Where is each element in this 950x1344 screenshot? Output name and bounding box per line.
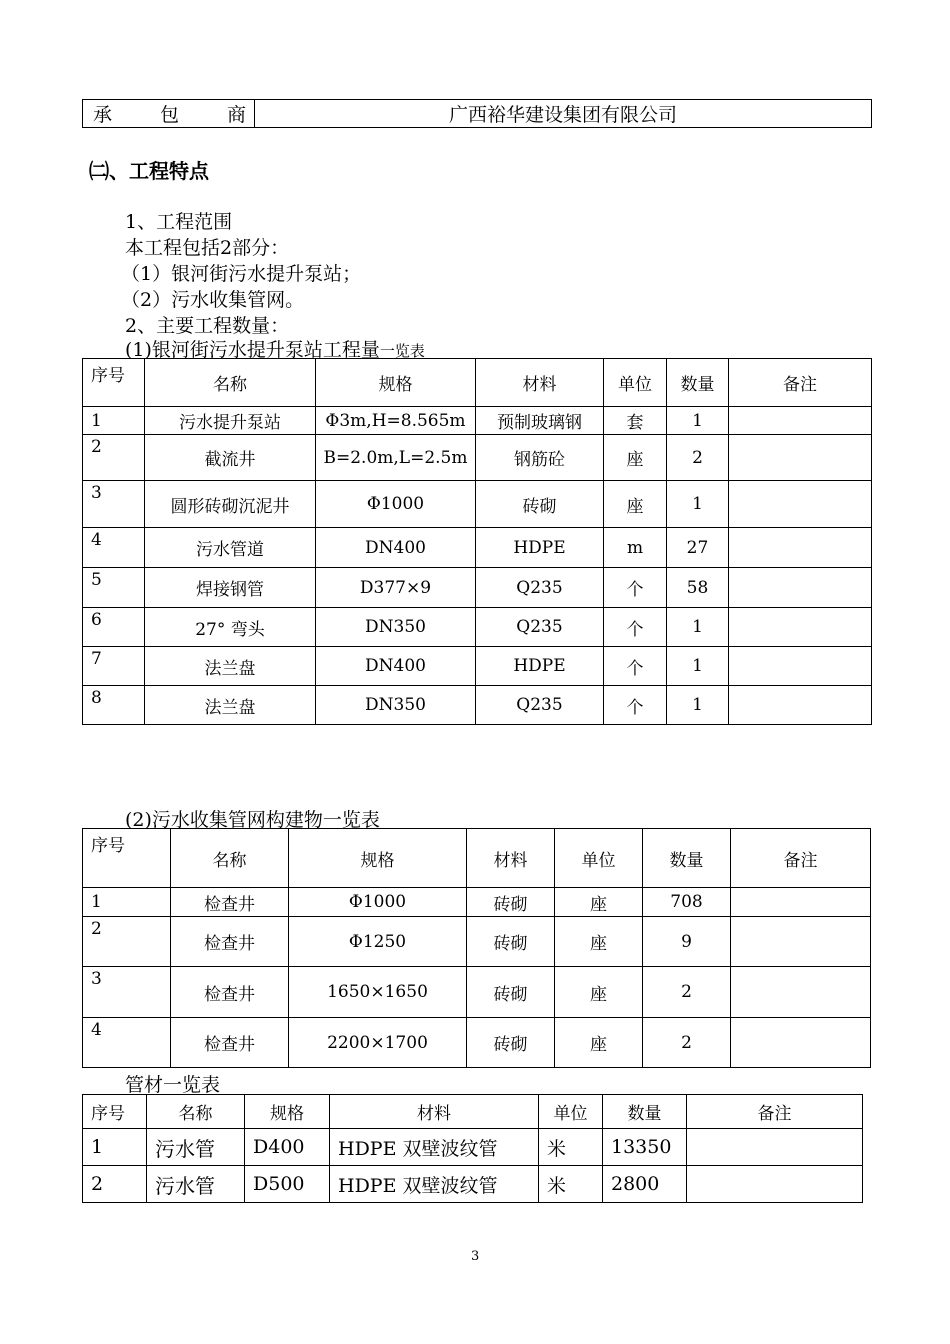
table-header-row [83, 1095, 863, 1129]
table-cell: 预制玻璃钢 [476, 407, 604, 435]
header-cell: 名称 [171, 829, 289, 888]
table-cell: 2200×1700 [289, 1018, 467, 1068]
table-cell: 2 [83, 917, 171, 967]
contractor-label [83, 100, 255, 128]
header-cell: 数量 [667, 359, 729, 407]
contractor-table [82, 99, 872, 128]
table-cell: Q235 [476, 608, 604, 647]
table-cell: Φ1250 [289, 917, 467, 967]
table-cell: 5 [83, 568, 145, 608]
table-cell: 座 [604, 481, 667, 528]
table3-caption: 管材一览表 [125, 1074, 221, 1096]
table-cell [729, 568, 872, 608]
table-cell [729, 686, 872, 725]
table-row [83, 686, 872, 725]
header-cell: 规格 [289, 829, 467, 888]
scope-heading: 1、工程范围 [125, 211, 233, 233]
header-cell: 备注 [731, 829, 871, 888]
header-cell: 材料 [330, 1095, 539, 1129]
contractor-value: 广西裕华建设集团有限公司 [255, 100, 872, 128]
page-number: 3 [471, 1249, 480, 1264]
table-cell: 检查井 [171, 888, 289, 917]
table-cell [731, 1018, 871, 1068]
table-cell: 钢筋砼 [476, 435, 604, 481]
table-cell: 27 [667, 528, 729, 568]
table-cell: 1650×1650 [289, 967, 467, 1018]
table-cell: 1 [667, 686, 729, 725]
table-cell: D400 [245, 1129, 330, 1166]
table-cell: 检查井 [171, 917, 289, 967]
table-cell: 8 [83, 686, 145, 725]
table-row [83, 647, 872, 686]
table-row [83, 1018, 871, 1068]
table1-caption-small: 一览表 [379, 342, 425, 360]
table-row [83, 528, 872, 568]
header-cell: 备注 [687, 1095, 863, 1129]
table-row [83, 481, 872, 528]
table-cell: 27° 弯头 [145, 608, 316, 647]
table-cell: 套 [604, 407, 667, 435]
table-cell [729, 481, 872, 528]
table-cell: 座 [555, 967, 643, 1018]
table-cell: 法兰盘 [145, 647, 316, 686]
table-row [83, 568, 872, 608]
table-cell: 3 [83, 481, 145, 528]
table-row [83, 917, 871, 967]
table-cell: Φ1000 [289, 888, 467, 917]
table-cell: 座 [604, 435, 667, 481]
table-cell: Φ3m,H=8.565m [316, 407, 476, 435]
table-cell: 污水提升泵站 [145, 407, 316, 435]
table-cell: 个 [604, 608, 667, 647]
header-cell: 材料 [467, 829, 555, 888]
table-cell: 4 [83, 1018, 171, 1068]
header-cell: 数量 [643, 829, 731, 888]
header-cell: 名称 [147, 1095, 245, 1129]
table-cell: 座 [555, 917, 643, 967]
table1-caption-main: (1)银河街污水提升泵站工程量 [125, 339, 380, 361]
table-cell: 1 [667, 647, 729, 686]
table-cell: 污水管 [147, 1166, 245, 1203]
table-cell [729, 407, 872, 435]
table-cell: Q235 [476, 686, 604, 725]
table-cell: 2 [83, 1166, 147, 1203]
table-cell [729, 647, 872, 686]
table-cell: 米 [539, 1129, 603, 1166]
table-cell: 个 [604, 686, 667, 725]
table-cell: HDPE [476, 528, 604, 568]
table-cell: m [604, 528, 667, 568]
table-cell [729, 608, 872, 647]
table-cell: 砖砌 [467, 888, 555, 917]
header-cell: 序号 [83, 359, 145, 407]
table-cell: 圆形砖砌沉泥井 [145, 481, 316, 528]
table-cell: 708 [643, 888, 731, 917]
table-cell: 2800 [603, 1166, 687, 1203]
table-cell: 9 [643, 917, 731, 967]
table-cell: 58 [667, 568, 729, 608]
table-row [83, 435, 872, 481]
table-cell: 砖砌 [467, 967, 555, 1018]
table-cell [687, 1166, 863, 1203]
table-header-row [83, 829, 871, 888]
table-cell [731, 967, 871, 1018]
table-cell: 座 [555, 1018, 643, 1068]
quantities-heading: 2、主要工程数量： [125, 315, 290, 337]
table-cell: DN400 [316, 647, 476, 686]
table-row [83, 1166, 863, 1203]
table-cell: 1 [83, 407, 145, 435]
header-cell: 材料 [476, 359, 604, 407]
table-cell: D500 [245, 1166, 330, 1203]
table-cell: 污水管道 [145, 528, 316, 568]
table-cell: DN350 [316, 608, 476, 647]
table-row [83, 1129, 863, 1166]
contractor-label-char: 商 [226, 104, 246, 126]
table-cell: 个 [604, 568, 667, 608]
table-cell: 米 [539, 1166, 603, 1203]
table-header-row [83, 359, 872, 407]
header-cell: 规格 [245, 1095, 330, 1129]
table-cell: B=2.0m,L=2.5m [316, 435, 476, 481]
table-cell: 6 [83, 608, 145, 647]
table-cell: 1 [83, 1129, 147, 1166]
table-cell: 个 [604, 647, 667, 686]
table-cell: 座 [555, 888, 643, 917]
table-cell: 3 [83, 967, 171, 1018]
table-cell: 污水管 [147, 1129, 245, 1166]
pump-station-table [82, 358, 872, 725]
table-cell: Q235 [476, 568, 604, 608]
header-cell: 单位 [555, 829, 643, 888]
header-cell: 序号 [83, 1095, 147, 1129]
table-row [83, 888, 871, 917]
header-cell: 数量 [603, 1095, 687, 1129]
table-cell: Φ1000 [316, 481, 476, 528]
table-cell [731, 917, 871, 967]
table-cell: 2 [667, 435, 729, 481]
table-cell: 砖砌 [467, 1018, 555, 1068]
table-cell: DN400 [316, 528, 476, 568]
table-cell: 7 [83, 647, 145, 686]
scope-item-2: （2）污水收集管网。 [121, 289, 305, 311]
header-cell: 规格 [316, 359, 476, 407]
table-cell: 1 [667, 608, 729, 647]
pipe-materials-table [82, 1094, 863, 1203]
table-cell: 检查井 [171, 967, 289, 1018]
table-cell: 检查井 [171, 1018, 289, 1068]
table-row [83, 967, 871, 1018]
table-cell [687, 1129, 863, 1166]
table-cell: 4 [83, 528, 145, 568]
table-cell: 2 [643, 967, 731, 1018]
scope-item-1: （1）银河街污水提升泵站； [121, 263, 362, 285]
contractor-label-char: 承 [93, 104, 113, 126]
table-cell: HDPE 双壁波纹管 [330, 1166, 539, 1203]
network-structures-table [82, 828, 871, 1068]
header-cell: 单位 [604, 359, 667, 407]
header-cell: 名称 [145, 359, 316, 407]
table-cell: 1 [667, 481, 729, 528]
table-cell: HDPE [476, 647, 604, 686]
table-cell: HDPE 双壁波纹管 [330, 1129, 539, 1166]
table-cell: DN350 [316, 686, 476, 725]
header-cell: 序号 [83, 829, 171, 888]
table-cell: 法兰盘 [145, 686, 316, 725]
table-row [83, 608, 872, 647]
table-row [83, 407, 872, 435]
table-cell: 2 [83, 435, 145, 481]
table-cell: 2 [643, 1018, 731, 1068]
contractor-label-char: 包 [159, 104, 179, 126]
table-cell [729, 435, 872, 481]
table2-caption: (2)污水收集管网构建物一览表 [125, 809, 380, 831]
table-cell: 1 [667, 407, 729, 435]
table-cell [729, 528, 872, 568]
table-cell: 砖砌 [467, 917, 555, 967]
scope-intro: 本工程包括2部分： [125, 237, 290, 259]
table-cell [731, 888, 871, 917]
header-cell: 单位 [539, 1095, 603, 1129]
table-cell: D377×9 [316, 568, 476, 608]
section-heading: ㈡、工程特点 [89, 159, 209, 183]
table-cell: 砖砌 [476, 481, 604, 528]
table-cell: 截流井 [145, 435, 316, 481]
header-cell: 备注 [729, 359, 872, 407]
table-cell: 13350 [603, 1129, 687, 1166]
table-cell: 1 [83, 888, 171, 917]
table-cell: 焊接钢管 [145, 568, 316, 608]
